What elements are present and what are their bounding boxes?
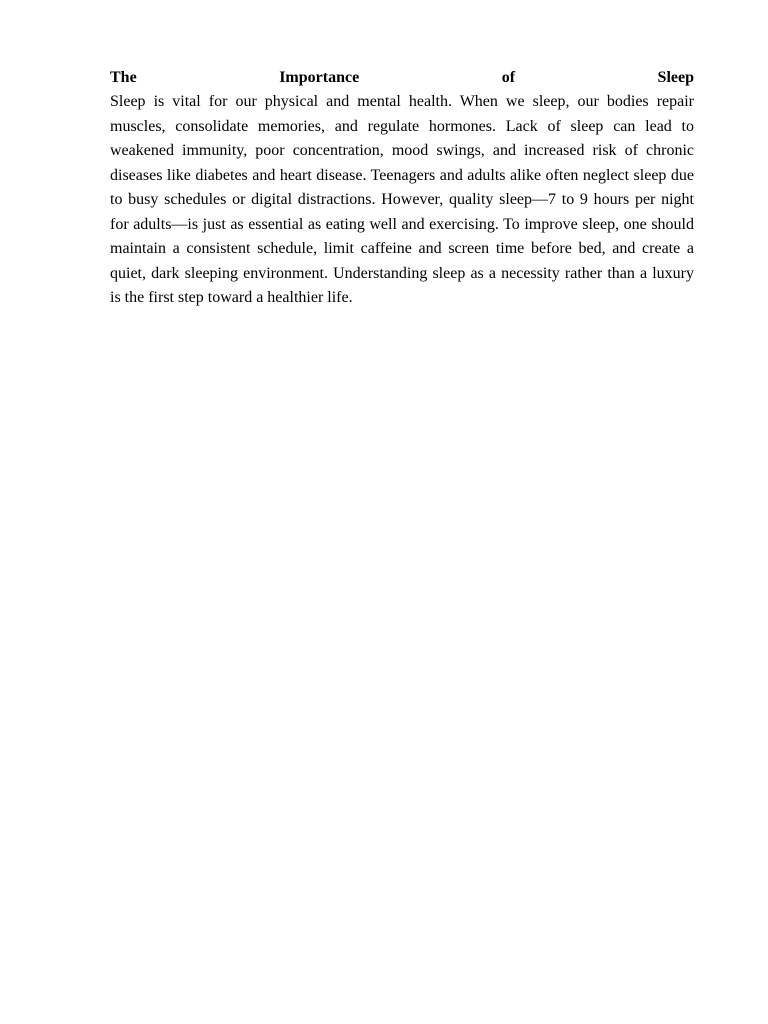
document-title: The Importance of Sleep [110, 69, 694, 86]
document-body-paragraph: Sleep is vital for our physical and mental health. When we sleep, our bodies repair muscles, consolidate memories, and regulate hormones. Lack of sleep can lead to weakened immunity, poor concentration, mood swings, and increased risk of chronic diseases like diabetes and heart disease. Teenagers and adults alike often neglect sleep due to busy schedules or digital distractions. However, quality sleep—7 to 9 hours per night for adults—is just as essential as eating well and exercising. To improve sleep, one should maintain a consistent schedule, limit caffeine and screen time before bed, and create a quiet, dark sleeping environment. Understanding sleep as a necessity rather than a luxury is the first step toward a healthier life. [110, 93, 694, 306]
